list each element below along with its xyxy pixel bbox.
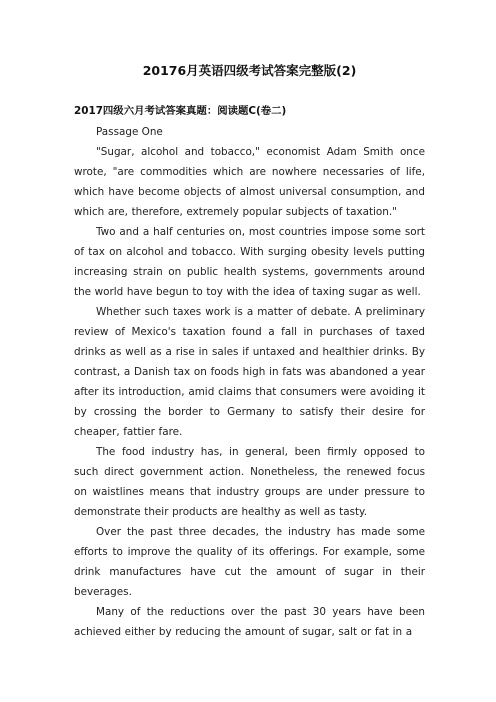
paragraph-6: Many of the reductions over the past 30 years have been achieved either by reducing the amount of sugar, salt or fat in a [74,606,425,638]
passage-label: Passage One [96,126,163,138]
paragraph-2: Two and a half centuries on, most countries impose some sort of tax on alcohol and tobacco. With surging obesity levels putting increasing strain on public health systems, governments around the world have begun to toy with the idea of taxing sugar as well. [74,226,425,298]
paragraph-5: Over the past three decades, the industry has made some efforts to improve the quality of its offerings. For example, some drink manufactures have cut the amount of sugar in their beverages. [74,526,425,598]
paragraph-1: "Sugar, alcohol and tobacco," economist Adam Smith once wrote, "are commodities which are nowhere necessaries of life, which have become objects of almost universal consumption, and which are, therefore, extremely popular subjects of taxation." [74,146,425,218]
section-heading: 2017四级六月考试答案真题：阅读题C(卷二) [74,105,287,117]
document-title: 20176月英语四级考试答案完整版(2) [142,63,357,78]
paragraph-4: The food industry has, in general, been firmly opposed to such direct government action. Nonetheless, the renewed focus on waistlines means that industry groups are under pressure to demonstrate their products are healthy as well as tasty. [74,446,425,518]
paragraph-3: Whether such taxes work is a matter of debate. A preliminary review of Mexico's taxation found a fall in purchases of taxed drinks as well as a rise in sales if untaxed and healthier drinks. By contrast, a Danish tax on foods high in fats was abandoned a year after its introduction, amid claims that consumers were avoiding it by crossing the border to Germany to satisfy their desire for cheaper, fattier fare. [74,306,425,438]
